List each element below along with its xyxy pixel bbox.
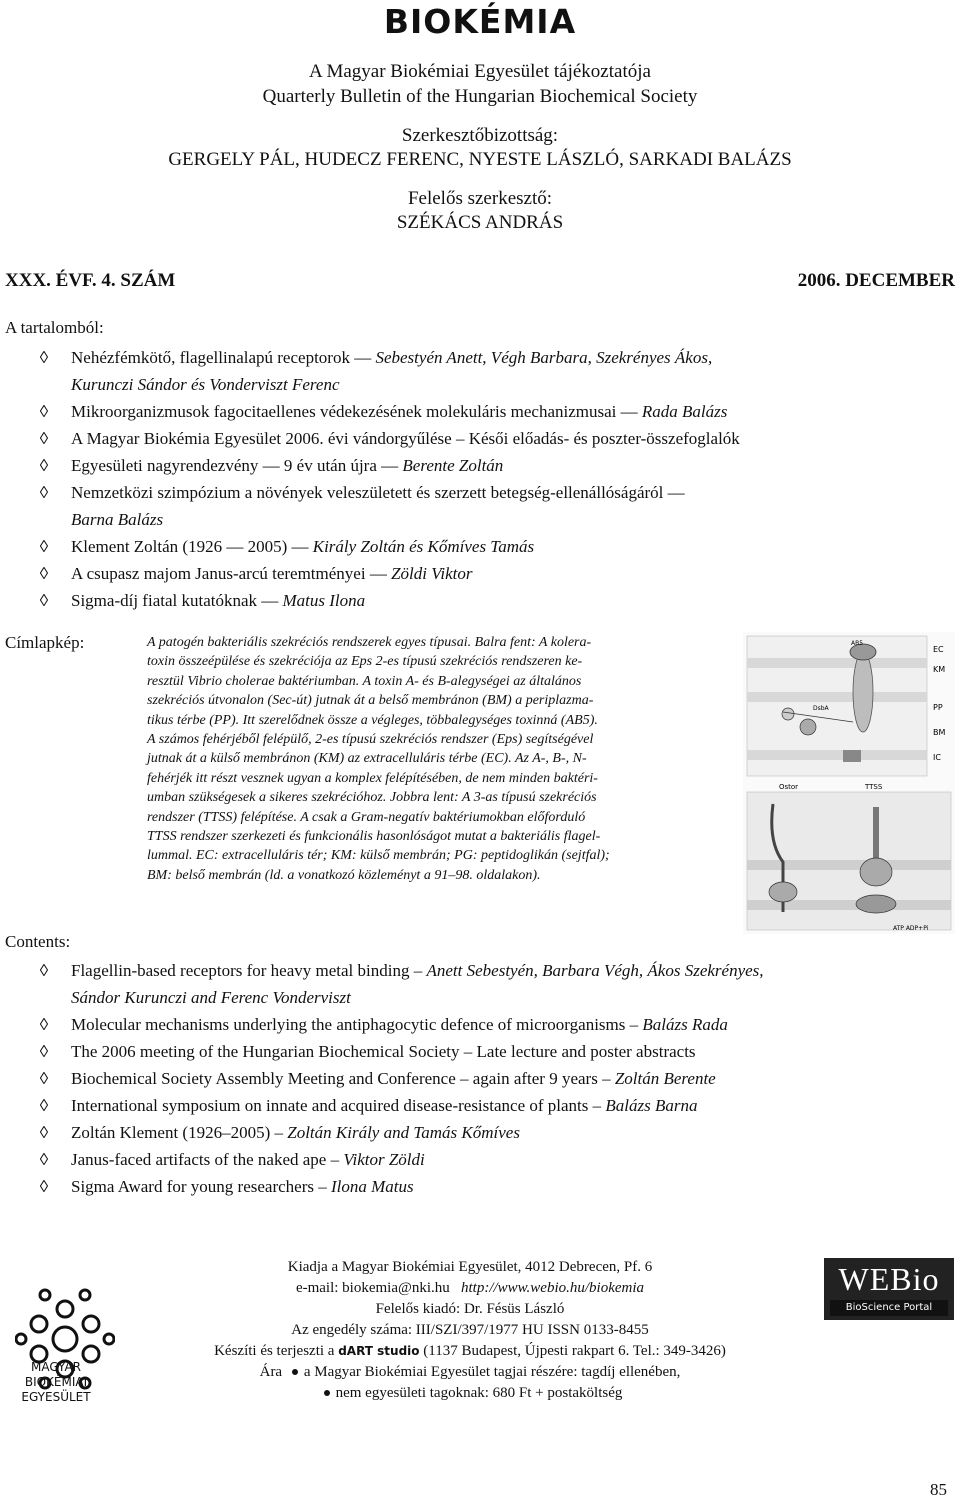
toc-hu-item-authors: Berente Zoltán xyxy=(402,456,504,475)
diamond-icon: ◊ xyxy=(39,483,49,502)
board-label: Szerkesztőbizottság: xyxy=(401,125,559,146)
cover-caption xyxy=(147,633,699,885)
toc-en-item-authors: Zoltán Király and Tamás Kőmíves xyxy=(287,1123,520,1142)
toc-hu-item-title: A csupasz majom Janus-arcú teremtményei — xyxy=(71,564,387,583)
webio-logo xyxy=(824,1258,954,1320)
label-atp: ATP ADP+Pi xyxy=(893,925,929,932)
diamond-icon: ◊ xyxy=(39,1015,49,1034)
toc-en-item xyxy=(36,1146,946,1173)
toc-en-item-title: Zoltán Klement (1926–2005) – xyxy=(71,1123,283,1142)
diamond-icon: ◊ xyxy=(39,1069,49,1088)
price-others: nem egyesületi tagoknak: 680 Ft + postaköltség xyxy=(335,1385,623,1401)
label-bm: BM xyxy=(933,728,946,737)
toc-hu-item-authors-cont: Barna Balázs xyxy=(71,510,164,529)
subtitle-en: Quarterly Bulletin of the Hungarian Biochemical Society xyxy=(262,86,698,107)
toc-hu-item-authors: Sebestyén Anett, Végh Barbara, Szekrényes Ákos, xyxy=(375,348,713,367)
toc-hu-item xyxy=(36,479,946,533)
publisher-line: Kiadja a Magyar Biokémiai Egyesület, 4012 Debrecen, Pf. 6 xyxy=(287,1259,653,1275)
logo-line-2: BIOKÉMIAI xyxy=(24,1375,88,1389)
toc-hu-item-authors-cont: Kurunczi Sándor és Vonderviszt Ferenc xyxy=(71,375,340,394)
diamond-icon: ◊ xyxy=(39,537,49,556)
issue-number: XXX. ÉVF. 4. SZÁM xyxy=(5,270,176,291)
caption-line: lummal. EC: extracelluláris tér; KM: külső membrán; PG: peptidoglikán (sejtfal); xyxy=(147,848,610,864)
label-dsba: DsbA xyxy=(813,705,829,712)
price-label: Ára xyxy=(259,1364,283,1380)
toc-hu-item-title: Klement Zoltán (1926 — 2005) — xyxy=(71,537,309,556)
toc-en-item-authors-cont: Sándor Kurunczi and Ferenc Vonderviszt xyxy=(71,988,351,1007)
editor-name: SZÉKÁCS ANDRÁS xyxy=(396,212,564,233)
eps-panel xyxy=(747,636,927,776)
page-title: BIOKÉMIA xyxy=(383,2,577,41)
bullet-icon xyxy=(324,1390,330,1396)
bullet-icon xyxy=(292,1369,298,1375)
toc-en-item-title: International symposium on innate and acquired disease-resistance of plants – xyxy=(71,1096,602,1115)
page-number: 85 xyxy=(930,1480,947,1499)
toc-hu-item-authors: Rada Balázs xyxy=(641,402,728,421)
diamond-icon: ◊ xyxy=(39,402,49,421)
toc-en-item xyxy=(36,957,946,1011)
caption-line: A patogén bakteriális szekréciós rendszerek egyes típusai. Balra fent: A kolera- xyxy=(147,635,592,650)
dart-studio-brand: dART studio xyxy=(338,1344,420,1358)
toc-en-item xyxy=(36,1038,946,1065)
caption-line: umban szükségesek a sikeres szekrécióhoz. Jobbra lent: A 3-as típusú szekréciós xyxy=(147,790,597,806)
toc-hu-item-title: Mikroorganizmusok fagocitaellenes védekezésének molekuláris mechanizmusai — xyxy=(71,402,638,421)
toc-en-item xyxy=(36,1011,946,1038)
toc-en-item-title: Molecular mechanisms underlying the antiphagocytic defence of microorganisms – xyxy=(71,1015,639,1034)
toc-hu-item-title: Sigma-díj fiatal kutatóknak — xyxy=(71,591,279,610)
price-line-1 xyxy=(150,1362,790,1383)
editor-label: Felelős szerkesztő: xyxy=(407,188,553,209)
toc-en-item-title: Flagellin-based receptors for heavy metal binding – xyxy=(71,961,423,980)
caption-line: rendszer (TTSS) felépítése. A csak a Gram-negatív baktériumokban előforduló xyxy=(147,809,586,825)
diamond-icon: ◊ xyxy=(39,591,49,610)
toc-hu-label: A tartalomból: xyxy=(5,318,104,337)
caption-line: TTSS rendszer szerkezeti és funkcionális hasonlóságot mutat a bakteriális flagel- xyxy=(147,829,601,845)
toc-en-item-title: The 2006 meeting of the Hungarian Biochemical Society – Late lecture and poster abstracts xyxy=(71,1042,696,1061)
toc-hu-item-title: Nemzetközi szimpózium a növények veleszületett és szerzett betegség-ellenállóságáról — xyxy=(71,483,685,502)
subtitle-hu: A Magyar Biokémiai Egyesület tájékoztatója xyxy=(309,61,651,82)
toc-en-item-authors: Anett Sebestyén, Barbara Végh, Ákos Szekrényes, xyxy=(426,961,764,980)
board-members: GERGELY PÁL, HUDECZ FERENC, NYESTE LÁSZLÓ, SARKADI BALÁZS xyxy=(168,149,792,170)
made-pre: Készíti és terjeszti a xyxy=(214,1343,335,1359)
toc-en-item-authors: Balázs Barna xyxy=(605,1096,698,1115)
toc-en-item-title: Janus-faced artifacts of the naked ape – xyxy=(71,1150,340,1169)
responsible-line: Felelős kiadó: Dr. Fésüs László xyxy=(375,1301,565,1317)
toc-en-item-authors: Ilona Matus xyxy=(330,1177,414,1196)
label-pp: PP xyxy=(933,703,943,712)
toc-en-item xyxy=(36,1092,946,1119)
email-text[interactable]: e-mail: biokemia@nki.hu xyxy=(295,1280,450,1296)
toc-en-item-title: Biochemical Society Assembly Meeting and Conference – again after 9 years – xyxy=(71,1069,611,1088)
diamond-icon: ◊ xyxy=(39,1042,49,1061)
cover-figure xyxy=(743,632,955,934)
toc-en-item xyxy=(36,1065,946,1092)
toc-en-item xyxy=(36,1119,946,1146)
caption-line: BM: belső membrán (ld. a vonatkozó közleményt a 91–98. oldalakon). xyxy=(147,867,541,883)
made-post: (1137 Budapest, Újpesti rakpart 6. Tel.: 349-3426) xyxy=(423,1343,726,1359)
toc-hu-item-title: Egyesületi nagyrendezvény — 9 év után újra — xyxy=(71,456,399,475)
toc-en-label: Contents: xyxy=(5,932,71,951)
price-members: a Magyar Biokémiai Egyesület tagjai részére: tagdíj ellenében, xyxy=(303,1364,681,1380)
toc-hu-item xyxy=(36,344,946,398)
label-ec: EC xyxy=(933,645,944,654)
caption-line: fehérjék itt részt vesznek ugyan a komplex felépítésében, de nem minden baktéri- xyxy=(147,770,598,786)
label-ttss: TTSS xyxy=(865,783,883,791)
toc-hu-item-title: A Magyar Biokémia Egyesület 2006. évi vándorgyűlése – Késői előadás- és poszter-összefoglalók xyxy=(71,429,740,448)
mbe-logo-text xyxy=(10,1360,102,1405)
toc-hu-item xyxy=(36,452,946,479)
contact-line xyxy=(150,1278,790,1299)
toc-hu-item-title: Nehézfémkötő, flagellinalapú receptorok — xyxy=(71,348,372,367)
toc-hu-item xyxy=(36,560,946,587)
caption-line: A számos fehérjéből felépülő, 2-es típusú szekréciós rendszer (Eps) segítségével xyxy=(147,732,594,748)
label-ab5: AB5 xyxy=(851,640,864,647)
label-ic: IC xyxy=(933,753,941,762)
toc-hu-item-authors: Zöldi Viktor xyxy=(391,564,473,583)
diamond-icon: ◊ xyxy=(39,564,49,583)
diamond-icon: ◊ xyxy=(39,456,49,475)
made-line xyxy=(150,1341,790,1362)
diamond-icon: ◊ xyxy=(39,1150,49,1169)
webio-logo-sub: BioScience Portal xyxy=(830,1300,948,1316)
caption-line: jutnak át a külső membránon (KM) az extracelluláris térbe (EC). Az A-, B-, N- xyxy=(147,751,587,767)
cover-label: Címlapkép: xyxy=(5,633,85,652)
license-line: Az engedély száma: III/SZI/397/1977 HU ISSN 0133-8455 xyxy=(291,1322,649,1338)
toc-hu-item xyxy=(36,587,946,614)
label-ostor: Ostor xyxy=(779,783,799,791)
toc-en-item xyxy=(36,1173,946,1200)
diamond-icon: ◊ xyxy=(39,1096,49,1115)
toc-hu-item-authors: Király Zoltán és Kőmíves Tamás xyxy=(312,537,535,556)
logo-line-3: EGYESÜLET xyxy=(21,1390,91,1404)
caption-line: toxin összeépülése és szekréciója az Eps 2-es típusú szekréciós rendszeren ke- xyxy=(147,654,583,670)
ttss-panel xyxy=(747,792,951,930)
caption-line: szekréciós útvonalon (Sec-út) jutnak át a belső membránon (BM) a periplazma- xyxy=(147,693,594,709)
logo-line-1: MAGYAR xyxy=(31,1360,81,1374)
toc-en-item-title: Sigma Award for young researchers – xyxy=(71,1177,327,1196)
toc-hu-item xyxy=(36,425,946,452)
imprint xyxy=(150,1257,790,1404)
toc-hu-list xyxy=(36,344,946,614)
webio-logo-main: WEBio xyxy=(838,1261,940,1297)
diamond-icon: ◊ xyxy=(39,1123,49,1142)
toc-hu-item xyxy=(36,533,946,560)
mbe-logo xyxy=(15,1247,115,1437)
toc-hu-item-authors: Matus Ilona xyxy=(282,591,366,610)
diamond-icon: ◊ xyxy=(39,429,49,448)
caption-line: resztül Vibrio cholerae baktériumban. A toxin A- és B-alegységei az általános xyxy=(147,673,582,689)
label-km: KM xyxy=(933,665,946,674)
toc-en-list xyxy=(36,957,946,1200)
diamond-icon: ◊ xyxy=(39,348,49,367)
toc-en-item-authors: Viktor Zöldi xyxy=(343,1150,425,1169)
caption-line: tikus térbe (PP). Itt szerelődnek össze a végleges, többalegységes toxinná (AB5). xyxy=(147,712,598,728)
issue-date: 2006. DECEMBER xyxy=(797,270,955,291)
price-line-2 xyxy=(150,1383,790,1404)
toc-en-item-authors: Zoltán Berente xyxy=(614,1069,716,1088)
diamond-icon: ◊ xyxy=(39,961,49,980)
diamond-icon: ◊ xyxy=(39,1177,49,1196)
toc-hu-item xyxy=(36,398,946,425)
toc-en-item-authors: Balázs Rada xyxy=(642,1015,728,1034)
url-link[interactable]: http://www.webio.hu/biokemia xyxy=(460,1280,645,1296)
